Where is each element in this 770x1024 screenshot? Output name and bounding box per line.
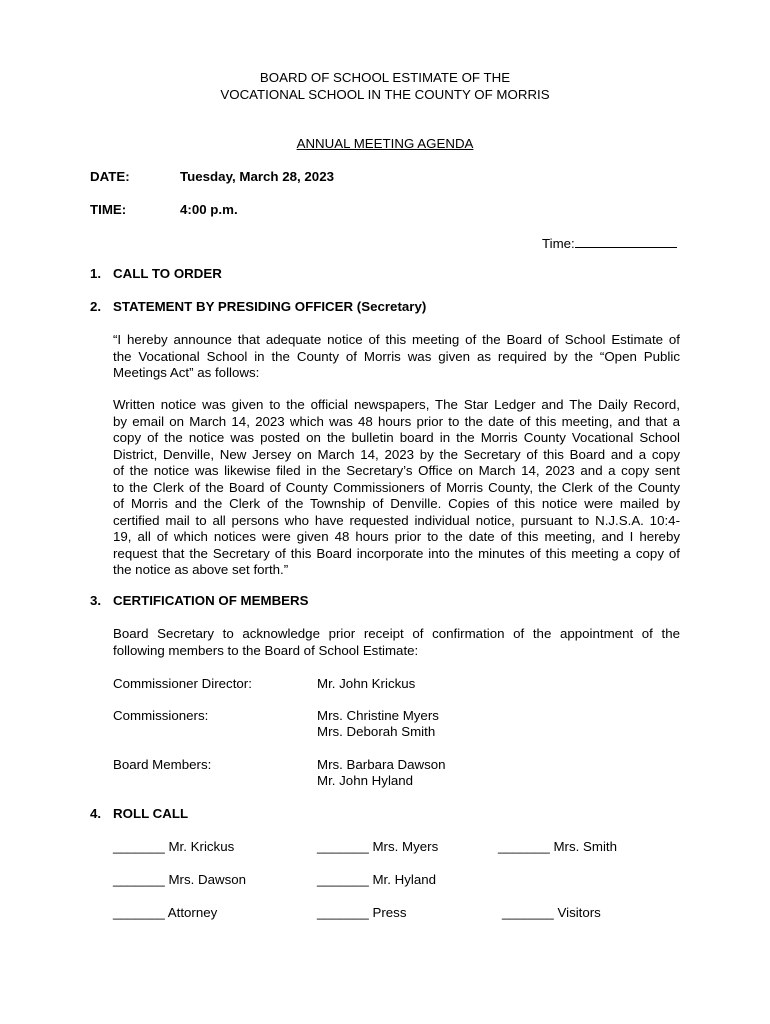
roll-call-blank: _______ — [502, 905, 554, 920]
roll-call-name: Mrs. Dawson — [168, 872, 247, 887]
roll-call-entry — [317, 905, 406, 922]
board-member-name: Mr. John Hyland — [317, 773, 414, 788]
board-member-name: Mrs. Barbara Dawson — [317, 757, 446, 772]
time-label: TIME: — [90, 202, 127, 217]
roll-call-entry — [113, 905, 217, 922]
notice-paragraph — [113, 397, 680, 579]
roll-call-name: Mr. Krickus — [168, 839, 235, 854]
section-1-number: 1. — [90, 266, 102, 281]
commissioner-name: Mrs. Deborah Smith — [317, 724, 436, 739]
paragraph-line: by email on March 14, 2023 which was 48 hours prior to the date of this meeting, and that a — [113, 413, 680, 429]
date-value: Tuesday, March 28, 2023 — [180, 169, 334, 184]
section-4-number: 4. — [90, 806, 102, 821]
board-members-label: Board Members: — [113, 757, 212, 772]
section-1-title: CALL TO ORDER — [113, 266, 222, 281]
roll-call-blank: _______ — [498, 839, 550, 854]
roll-call-blank: _______ — [113, 905, 165, 920]
roll-call-blank: _______ — [317, 872, 369, 887]
document-title-line-1: BOARD OF SCHOOL ESTIMATE OF THE — [259, 70, 511, 85]
certification-paragraph — [113, 626, 680, 659]
section-4-title: ROLL CALL — [113, 806, 189, 821]
time-value: 4:00 p.m. — [180, 202, 238, 217]
paragraph-line: the notice as above set forth.” — [113, 562, 289, 577]
paragraph-line: Written notice was given to the official newspapers, The Star Ledger and The Daily Record, — [113, 397, 680, 412]
paragraph-line: of the notice was likewise filed in the Secretary’s Office on March 14, 2023 and a copy sent — [113, 463, 680, 478]
roll-call-blank: _______ — [113, 839, 165, 854]
roll-call-entry — [502, 905, 601, 922]
paragraph-line: of Morris and the Clerk of the Township of Denville. Copies of this notice were mailed by — [113, 496, 680, 511]
director-label: Commissioner Director: — [113, 676, 252, 691]
roll-call-blank: _______ — [317, 839, 369, 854]
paragraph-line: 19, all of which notices were given 48 hours prior to the date of this meeting, and I hereby — [113, 529, 680, 544]
roll-call-name: Mrs. Smith — [553, 839, 618, 854]
director-name: Mr. John Krickus — [317, 676, 416, 691]
roll-call-name: Attorney — [167, 905, 218, 920]
agenda-subtitle: ANNUAL MEETING AGENDA — [296, 136, 474, 151]
time-field — [542, 234, 677, 253]
paragraph-line: certified mail to all persons who have requested individual notice, pursuant to N.J.S.A. 10:4- — [113, 512, 680, 528]
date-label: DATE: — [90, 169, 130, 184]
roll-call-entry — [498, 839, 617, 856]
commissioners-label: Commissioners: — [113, 708, 209, 723]
paragraph-line: the Vocational School in the County of Morris was given as required by the “Open Public — [113, 348, 680, 364]
section-3-number: 3. — [90, 593, 102, 608]
paragraph-line: to the Clerk of the Board of County Commissioners of Morris County, the Clerk of the County — [113, 479, 680, 495]
time-field-label: Time: — [542, 236, 575, 251]
roll-call-name: Mr. Hyland — [372, 872, 437, 887]
document-title-line-2: VOCATIONAL SCHOOL IN THE COUNTY OF MORRIS — [220, 87, 550, 102]
paragraph-line: District, Denville, New Jersey on March 14, 2023 by the Secretary of this Board and a copy — [113, 446, 680, 462]
roll-call-name: Press — [372, 905, 407, 920]
paragraph-line: Board Secretary to acknowledge prior receipt of confirmation of the appointment of the — [113, 626, 680, 641]
paragraph-line: “I hereby announce that adequate notice of this meeting of the Board of School Estimate of — [113, 332, 680, 347]
commissioner-name: Mrs. Christine Myers — [317, 708, 439, 723]
section-3-title: CERTIFICATION OF MEMBERS — [113, 593, 309, 608]
section-2-number: 2. — [90, 299, 102, 314]
roll-call-name: Visitors — [557, 905, 601, 920]
agenda-subtitle-wrap — [0, 136, 770, 153]
roll-call-entry — [113, 839, 234, 856]
roll-call-name: Mrs. Myers — [372, 839, 439, 854]
roll-call-blank: _______ — [113, 872, 165, 887]
roll-call-entry — [317, 839, 438, 856]
section-2-title: STATEMENT BY PRESIDING OFFICER (Secretary) — [113, 299, 427, 314]
paragraph-line: request that the Secretary of this Board incorporate into the minutes of this meeting a copy of — [113, 545, 680, 561]
roll-call-blank: _______ — [317, 905, 369, 920]
time-field-blank — [575, 234, 677, 248]
announcement-paragraph — [113, 332, 680, 382]
roll-call-entry — [317, 872, 436, 889]
roll-call-entry — [113, 872, 246, 889]
paragraph-line: copy of the notice was posted on the bulletin board in the Morris County Vocational School — [113, 430, 680, 445]
paragraph-line: following members to the Board of School Estimate: — [113, 642, 419, 658]
paragraph-line: Meetings Act” as follows: — [113, 365, 260, 380]
